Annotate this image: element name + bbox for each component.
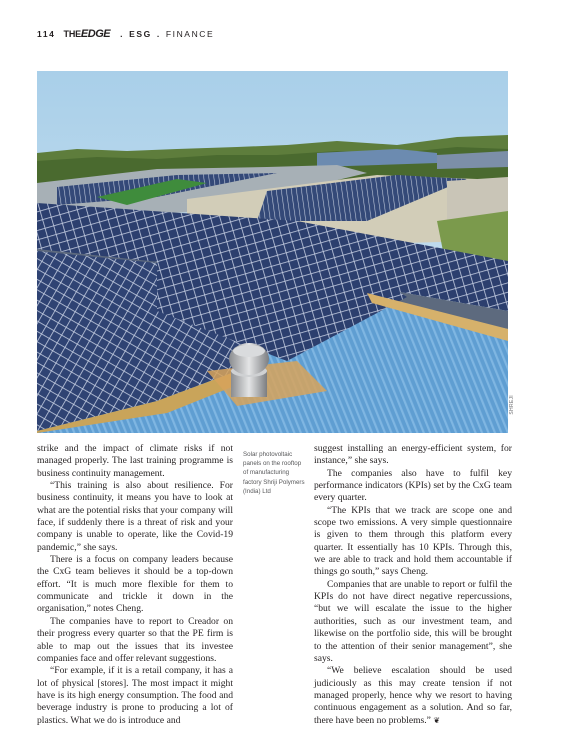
paragraph: “For example, if it is a retail company, it has a lot of physical [stores]. The most impact it might have is its high energy consumption. The food and beverage industry is prone to producing a lot of plastics. What we do is introduce and <box>37 665 233 726</box>
paragraph: There is a focus on company leaders because the CxG team believes it should be a top-down effort. “It is much more flexible for them to communicate and trickle it down in the organisation,” notes Cheng. <box>37 554 233 615</box>
solar-rooftop-photo <box>37 71 508 433</box>
logo-main: EDGE <box>80 28 111 40</box>
section-finance: FINANCE <box>165 29 215 39</box>
logo-prefix: THE <box>63 29 81 39</box>
article-column-2 <box>314 443 512 727</box>
article-column-1 <box>37 443 233 727</box>
publication-logo <box>64 28 111 40</box>
paragraph <box>314 665 512 727</box>
running-header <box>37 27 214 41</box>
end-of-article-mark: ❦ <box>433 715 441 725</box>
page-number: 114 <box>37 29 56 39</box>
paragraph: Companies that are unable to report or fulfil the KPIs do not have direct negative repercussions, “but we will escalate the issue to the higher authorities, such as our investment team, and likewise on the portfolio side, this will be brought to the attention of their senior management”, she says. <box>314 578 512 664</box>
paragraph: The companies also have to fulfil key performance indicators (KPIs) set by the CxG team every quarter. <box>314 467 512 504</box>
paragraph: “The KPIs that we track are scope one and scope two emissions. A very simple questionnaire is given to them through this platform every quarter. It essentially has 10 KPIs. Through this, we are able to track and hold them accountable if things go south,” says Cheng. <box>314 504 512 578</box>
paragraph: strike and the impact of climate risks if not managed properly. The last training programme is business continuity management. <box>37 443 233 479</box>
photo-credit: SHREJI <box>509 395 515 415</box>
paragraph: The companies have to report to Creador on their progress every quarter so that the PE firm is able to map out the issues that its investee companies face and offer relevant suggestions. <box>37 615 233 664</box>
photo-caption: Solar photovoltaic panels on the rooftop of manufacturing factory Shriji Polymers (India) Ltd <box>243 451 305 495</box>
paragraph: “This training is also about resilience. For business continuity, it means you have to look at what are the potential risks that your company will face, if suddenly there is a threat of risk and your company is unable to operate, like the Covid-19 pandemic,” she says. <box>37 480 233 553</box>
paragraph-text: “We believe escalation should be used judiciously as this may create tension if not managed properly, hence why we resort to having continuous engagement as a solution. And so far, there have been no problems.” <box>314 665 512 726</box>
section-esg: ESG <box>129 29 152 39</box>
separator-dot: . <box>156 29 161 39</box>
paragraph: suggest installing an energy-efficient system, for instance,” she says. <box>314 443 512 467</box>
separator-dot: . <box>120 29 125 39</box>
